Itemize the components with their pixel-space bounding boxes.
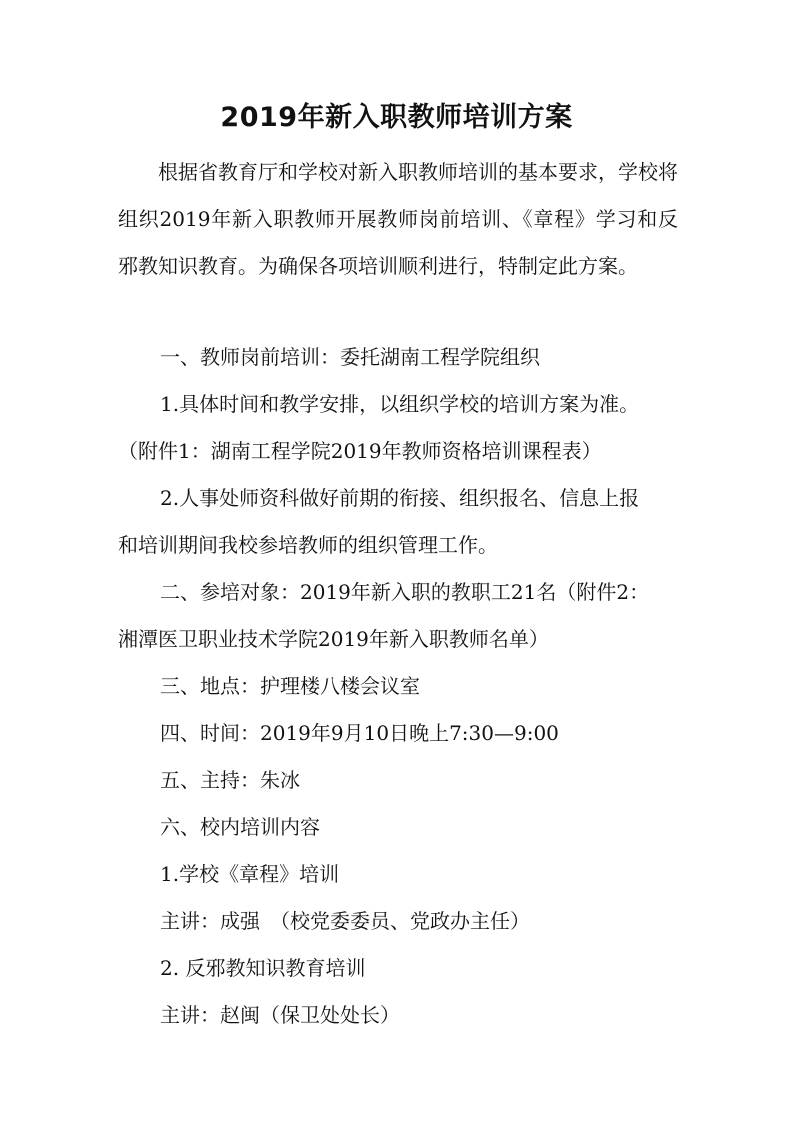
item-6-1-speaker: 主讲：成强 （校党委委员、党政办主任） <box>160 909 530 933</box>
item-1-2-line-2: 和培训期间我校参培教师的组织管理工作。 <box>118 533 498 557</box>
section-1-heading: 一、教师岗前培训：委托湖南工程学院组织 <box>160 345 540 369</box>
item-6-2: 2. 反邪教知识教育培训 <box>160 956 366 980</box>
section-4: 四、时间：2019年9月10日晚上7:30—9:00 <box>160 721 559 745</box>
section-6-heading: 六、校内培训内容 <box>160 815 320 839</box>
intro-paragraph: 根据省教育厅和学校对新入职教师培训的基本要求，学校将组织2019年新入职教师开展教师岗前培训、《章程》学习和反邪教知识教育。为确保各项培训顺利进行，特制定此方案。 <box>118 160 678 278</box>
item-6-2-speaker: 主讲：赵闽（保卫处处长） <box>160 1003 400 1027</box>
section-5: 五、主持：朱冰 <box>160 768 300 792</box>
item-6-1: 1.学校《章程》培训 <box>160 862 340 886</box>
document-title: 2019年新入职教师培训方案 <box>220 102 573 133</box>
item-1-1-line-1: 1.具体时间和教学安排，以组织学校的培训方案为准。 <box>160 392 640 416</box>
section-2-line-2: 湘潭医卫职业技术学院2019年新入职教师名单） <box>118 627 549 651</box>
section-2-line-1: 二、参培对象：2019年新入职的教职工21名（附件2： <box>160 580 650 604</box>
item-1-2-line-1: 2.人事处师资科做好前期的衔接、组织报名、信息上报 <box>160 486 640 510</box>
section-3: 三、地点：护理楼八楼会议室 <box>160 674 420 698</box>
item-1-1-line-2: （附件1：湖南工程学院2019年教师资格培训课程表） <box>118 439 602 463</box>
